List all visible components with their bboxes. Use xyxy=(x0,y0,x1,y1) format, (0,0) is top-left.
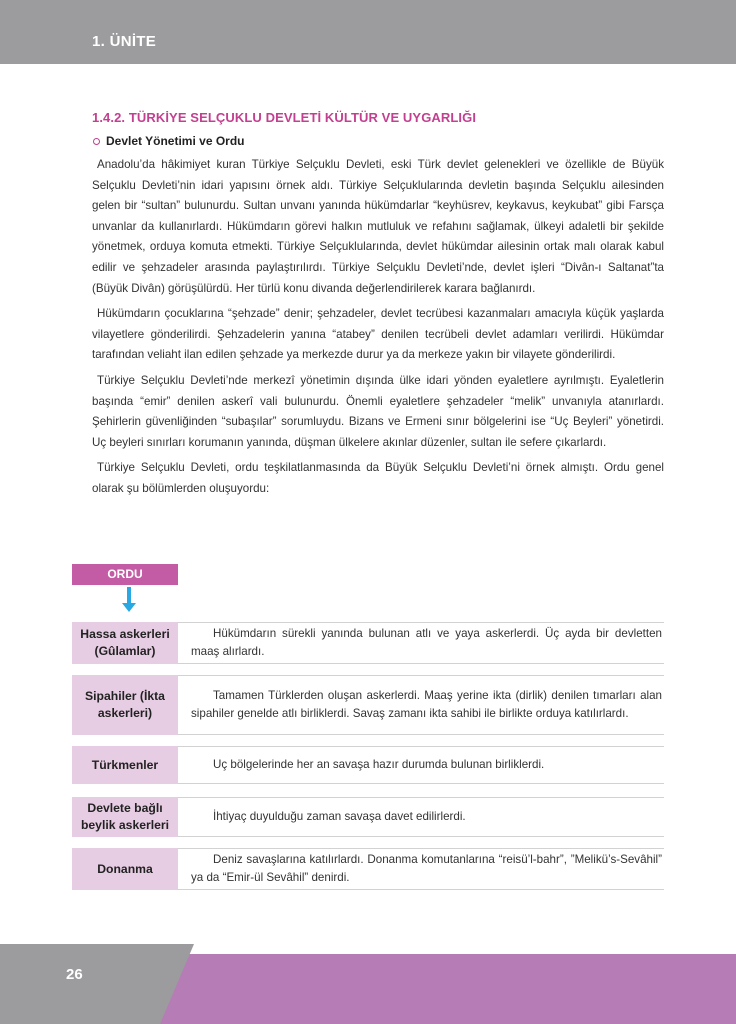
org-label: Türkmenler xyxy=(72,746,178,784)
org-label: Devlete bağlı beylik askerleri xyxy=(72,797,178,837)
footer-gray-tab xyxy=(0,944,160,1024)
body-text xyxy=(92,155,664,505)
section-title: 1.4.2. TÜRKİYE SELÇUKLU DEVLETİ KÜLTÜR VE UYGARLIĞI xyxy=(92,110,477,125)
paragraph: Hükümdarın çocuklarına “şehzade” denir; şehzadeler, devlet tecrübesi kazanmaları amacıyla küçük yaşlarda vilayetlere gönderilirdi. Şehzadelerin yanına “atabey” denilen tecrübeli devlet adamları verilirdi. Hükümdar tarafından veliaht ilan edilen şehzade ya merkezde durur ya da merkeze yakın bir vilayete gönderilirdi. xyxy=(92,307,664,362)
org-label: Hassa askerleri (Gûlamlar) xyxy=(72,622,178,664)
page-number: 26 xyxy=(66,966,83,983)
paragraph: Türkiye Selçuklu Devleti’nde merkezî yönetimin dışında ülke idari yönden eyaletlere ayrılmıştı. Eyaletlerin başında “emir” denilen askerî vali bulunurdu. Önemli eyaletlere şehzadeler “melik” unvanıyla atanırlardı. Şehirlerin güvenliğinden “subaşılar” sorumluydu. Bizans ve Ermeni sınır bölgelerini ise “Uç Beyleri” yönetirdi. Uç beyleri sınırları korumanın yanında, düşman ülkelere akınlar düzenler, sultan ile sefere çıkarlardı. xyxy=(92,373,664,449)
org-desc: Deniz savaşlarına katılırlardı. Donanma komutanlarına “reisü’l-bahr”, ”Melikü’s-Sevâhil” ya da “Emir-ül Sevâhil” denirdi. xyxy=(178,848,664,890)
subheading-text: Devlet Yönetimi ve Ordu xyxy=(106,134,245,148)
org-row-sipahiler xyxy=(72,675,664,735)
footer-wedge xyxy=(160,944,194,1024)
paragraph: Türkiye Selçuklu Devleti, ordu teşkilatlanmasında da Büyük Selçuklu Devleti’ni örnek almıştı. Ordu genel olarak şu bölümlerden oluşuyordu: xyxy=(92,461,664,495)
org-label: Donanma xyxy=(72,848,178,890)
org-desc: Hükümdarın sürekli yanında bulunan atlı ve yaya askerlerdi. Üç ayda bir devletten maaş alırlardı. xyxy=(178,622,664,664)
ordu-title-box: ORDU xyxy=(72,564,178,585)
org-label: Sipahiler (İkta askerleri) xyxy=(72,675,178,735)
org-desc: Uç bölgelerinde her an savaşa hazır durumda bulunan birliklerdi. xyxy=(178,746,664,784)
paragraph: Anadolu’da hâkimiyet kuran Türkiye Selçuklu Devleti, eski Türk devlet gelenekleri ve özellikle de Büyük Selçuklu Devleti’nin idari yapısını örnek aldı. Türkiye Selçuklularında devletin başında Selçuklu ailesinden gelen bir “sultan” bulunurdu. Sultan unvanı yanında hükümdarlar “keyhüsrev, keykavus, keykubat” gibi Farsça unvanlar da kullanırlardı. Hükümdarın görevi halkın mutluluk ve refahını sağlamak, ülkeyi adaletli bir şekilde yönetmek, orduya komuta etmekti. Türkiye Selçuklularında, devlet hükümdar ailesinin ortak malı olarak kabul edilir ve şehzadeler arasında paylaştırılırdı. Türkiye Selçuklu Devleti’nde, devlet işleri “Divân-ı Saltanat”ta (Büyük Divân) görüşülürdü. Her türlü konu divanda değerlendirilerek karara bağlanırdı. xyxy=(92,158,664,295)
org-row-hassa xyxy=(72,622,664,664)
bullet-ring-icon xyxy=(93,138,100,145)
org-row-donanma xyxy=(72,848,664,890)
down-arrow-head-icon xyxy=(122,603,136,612)
org-desc: Tamamen Türklerden oluşan askerlerdi. Maaş yerine ikta (dirlik) denilen tımarları alan sipahiler genelde atlı birliklerdi. Savaş zamanı ikta sahibi ile birlikte orduya katılırlardı. xyxy=(178,675,664,735)
org-desc: İhtiyaç duyulduğu zaman savaşa davet edilirlerdi. xyxy=(178,797,664,837)
org-row-beylik xyxy=(72,797,664,837)
unit-label: 1. ÜNİTE xyxy=(92,33,157,50)
header-band xyxy=(0,0,736,64)
subheading xyxy=(92,134,245,148)
org-row-turkmenler xyxy=(72,746,664,784)
